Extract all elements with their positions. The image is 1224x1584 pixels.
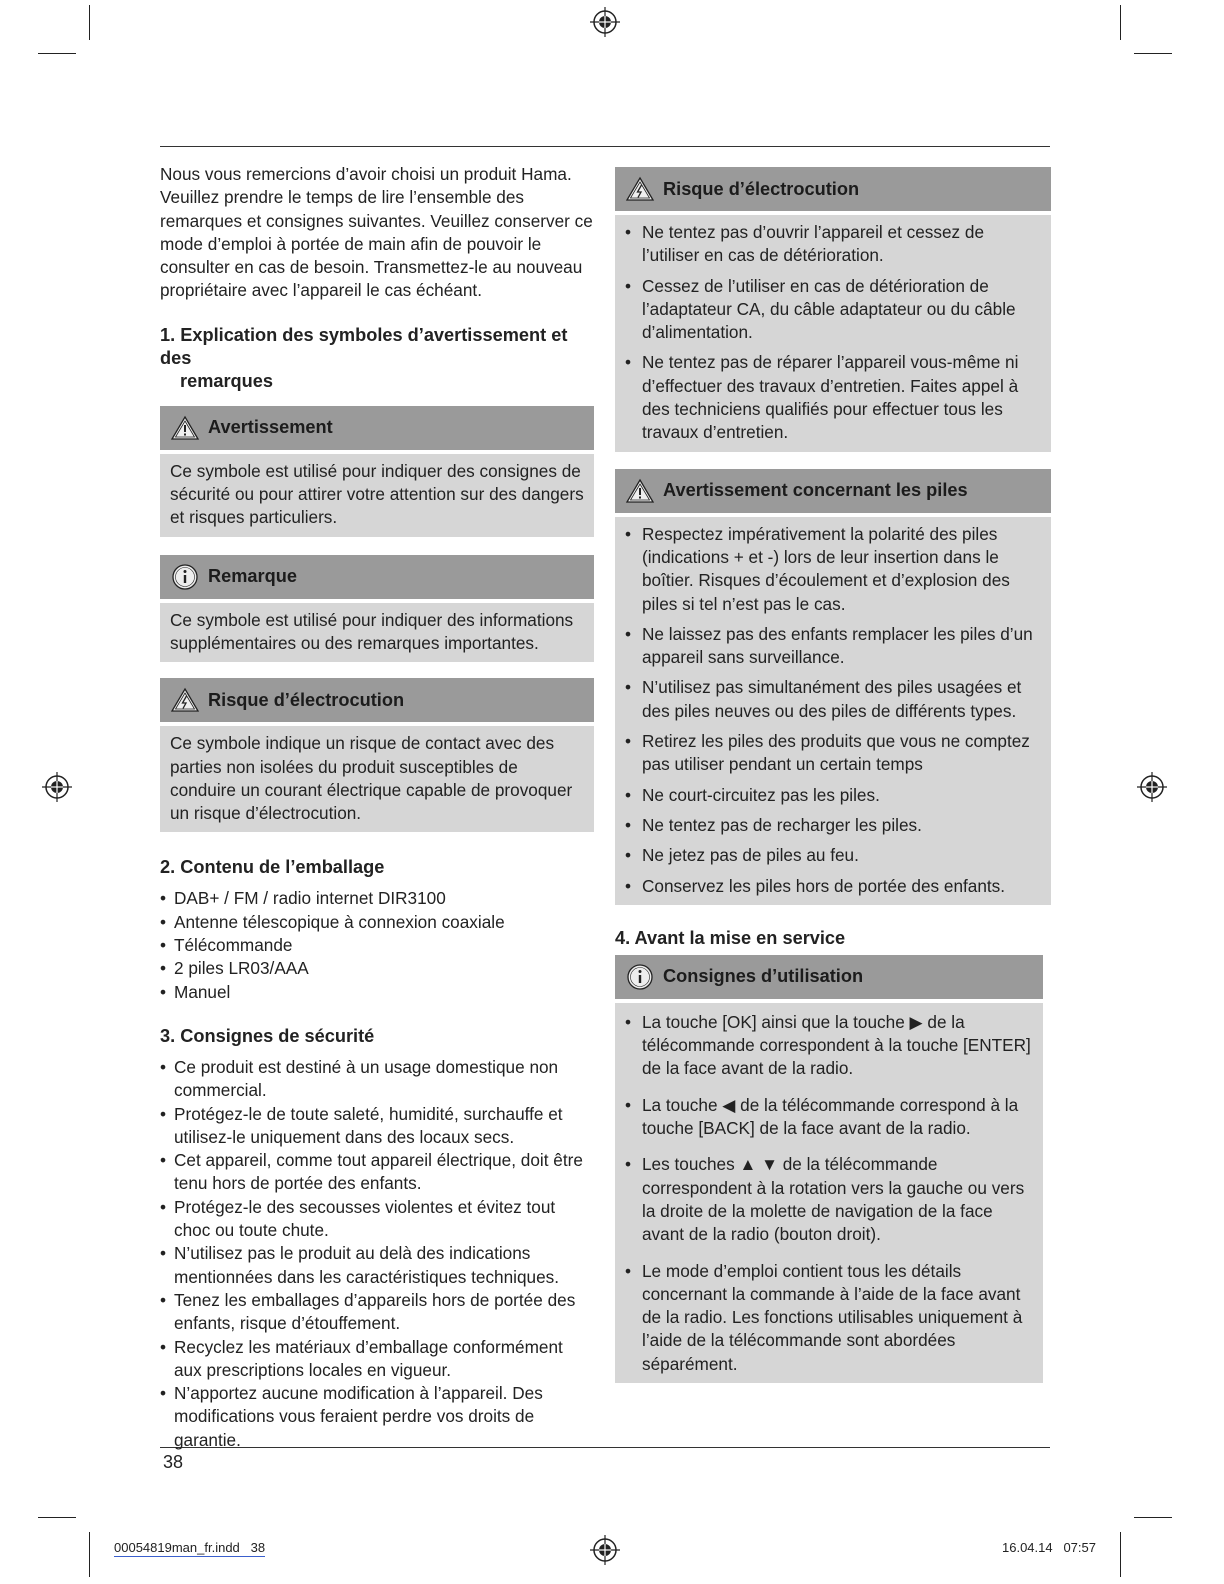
shock-risk-box-title: Risque d’électrocution (663, 178, 860, 199)
usage-box-body (615, 1003, 1043, 1383)
usage-box-title: Consignes d’utilisation (663, 966, 864, 987)
list-item: • Télécommande (160, 934, 594, 957)
registration-mark-icon (590, 7, 620, 37)
list-item: • Protégez-le de toute saleté, humidité, surchauffe et utilisez-le uniquement dans des locaux secs. (160, 1103, 594, 1150)
section3-heading: 3. Consignes de sécurité (160, 1025, 375, 1046)
section2-heading: 2. Contenu de l’emballage (160, 857, 385, 878)
list-item: • Ne tentez pas de réparer l’appareil vous-même ni d’effectuer des travaux d’entretien. Faites appel à des techniciens qualifiés pour effectuer tous les travaux d’entretien. (625, 351, 1041, 444)
usage-item1-start: La touche [OK] ainsi que la touche (642, 1011, 905, 1032)
usage-box (615, 955, 1043, 1383)
slug-date-time: 16.04.14 07:57 (1002, 1540, 1096, 1555)
shock-risk-box-body (615, 215, 1051, 452)
usage-item3-end: de la télécommande correspondent à la rotation vers la gauche ou vers la droite de la molette de navigation de la face avant de la radio (bouton droit). (642, 1154, 1025, 1245)
warning-box-header (160, 406, 594, 450)
shock-symbol-box-body: Ce symbole indique un risque de contact avec des parties non isolées du produit susceptibles de conduire un courant électrique capable de provoquer un risque d’électrocution. (160, 726, 594, 832)
intro-paragraph: Nous vous remercions d’avoir choisi un produit Hama. Veuillez prendre le temps de lire l’ensemble des remarques et consignes suivantes. Veuillez conserver ce mode d’emploi à portée de main afin de pouvoir le consulter en cas de besoin. Transmettez-le au nouveau propriétaire avec l’appareil le cas échéant. (160, 164, 593, 301)
list-item: • Ne court-circuitez pas les piles. (625, 784, 1041, 807)
crop-mark (38, 1517, 76, 1518)
warning-triangle-icon (170, 415, 200, 441)
list-item: • N’utilisez pas le produit au delà des indications mentionnées dans les caractéristiques techniques. (160, 1242, 594, 1289)
battery-warning-box-header (615, 469, 1051, 513)
slug-file-name: 00054819man_fr.indd 38 (114, 1540, 266, 1555)
section1-title-line2: remarques (180, 370, 274, 391)
list-item: • Le mode d’emploi contient tous les détails concernant la commande à l’aide de la face avant de la radio. Les fonctions utilisables uniquement à l’aide de la télécommande sont abordées séparément. (625, 1260, 1033, 1376)
list-item: • 2 piles LR03/AAA (160, 957, 594, 980)
shock-symbol-box-title: Risque d’électrocution (208, 689, 405, 710)
note-box-title: Remarque (208, 566, 297, 587)
list-item: • DAB+ / FM / radio internet DIR3100 (160, 887, 594, 910)
list-item: • Recyclez les matériaux d’emballage conformément aux prescriptions locales en vigueur. (160, 1336, 594, 1383)
arrow-down-icon: ▼ (761, 1155, 778, 1175)
shock-symbol-box-header (160, 678, 594, 722)
list-item: • Antenne télescopique à connexion coaxiale (160, 911, 594, 934)
usage-item1-end: de la télécommande correspondent à la touche [ENTER] de la face avant de la radio. (642, 1011, 1031, 1079)
safety-list (160, 1056, 594, 1452)
list-item: • Ne laissez pas des enfants remplacer les piles d’un appareil sans surveillance. (625, 623, 1041, 670)
list-item: • Retirez les piles des produits que vous ne comptez pas utiliser pendant un certain temps (625, 730, 1041, 777)
list-item: • Respectez impérativement la polarité des piles (indications + et -) lors de leur insertion dans le boîtier. Risques d’écoulement et d’explosion des piles si tel n’est pas le cas. (625, 523, 1041, 616)
play-left-icon: ◀ (722, 1095, 736, 1115)
note-box-header (160, 555, 594, 599)
electric-shock-icon (625, 176, 655, 202)
registration-mark-icon (42, 772, 72, 802)
usage-item2-end: de la télécommande correspond à la touche [BACK] de la face avant de la radio. (642, 1094, 1019, 1139)
right-column (615, 163, 1051, 1383)
electric-shock-icon (170, 687, 200, 713)
crop-mark (1120, 1532, 1121, 1577)
crop-mark (89, 5, 90, 40)
registration-mark-icon (1137, 772, 1167, 802)
page-number: 38 (163, 1452, 184, 1472)
battery-warning-box-body (615, 517, 1051, 905)
list-item: • Conservez les piles hors de portée des enfants. (625, 875, 1041, 898)
arrow-up-icon: ▲ (739, 1155, 757, 1175)
list-item (625, 1153, 1033, 1246)
top-rule (160, 146, 1050, 147)
shock-risk-box (615, 167, 1051, 452)
crop-mark (1134, 1517, 1172, 1518)
play-right-icon: ▶ (909, 1012, 923, 1032)
warning-box-body: Ce symbole est utilisé pour indiquer des consignes de sécurité ou pour attirer votre attention sur des dangers et risques particuliers. (160, 454, 594, 537)
list-item: • Protégez-le des secousses violentes et évitez tout choc ou toute chute. (160, 1196, 594, 1243)
shock-symbol-box (160, 678, 594, 832)
crop-mark (89, 1532, 90, 1577)
crop-mark (1120, 5, 1121, 40)
list-item: • Ne tentez pas de recharger les piles. (625, 814, 1041, 837)
crop-mark (1134, 53, 1172, 54)
section4-heading: 4. Avant la mise en service (615, 927, 846, 948)
list-item: • Ne tentez pas d’ouvrir l’appareil et cessez de l’utiliser en cas de détérioration. (625, 221, 1041, 268)
package-contents-list (160, 887, 594, 1003)
list-item: • Cet appareil, comme tout appareil électrique, doit être tenu hors de portée des enfants. (160, 1149, 594, 1196)
info-icon (625, 963, 655, 991)
list-item: • Tenez les emballages d’appareils hors de portée des enfants, risque d’étouffement. (160, 1289, 594, 1336)
crop-mark (38, 53, 76, 54)
list-item (625, 1094, 1033, 1141)
list-item: • N’apportez aucune modification à l’appareil. Des modifications vous feraient perdre vos droits de garantie. (160, 1382, 594, 1452)
list-item (625, 1011, 1033, 1081)
usage-box-header (615, 955, 1043, 999)
list-item: • Ne jetez pas de piles au feu. (625, 844, 1041, 867)
section1-number: 1. (160, 324, 176, 345)
battery-warning-box-title: Avertissement concernant les piles (663, 480, 968, 501)
list-item: • Cessez de l’utiliser en cas de détérioration de l’adaptateur CA, du câble adaptateur ou du câble d’alimentation. (625, 275, 1041, 345)
list-item: • Ce produit est destiné à un usage domestique non commercial. (160, 1056, 594, 1103)
list-item: • N’utilisez pas simultanément des piles usagées et des piles neuves ou des piles de différents types. (625, 676, 1041, 723)
usage-item3-start: Les touches (642, 1154, 735, 1175)
note-box-body: Ce symbole est utilisé pour indiquer des informations supplémentaires ou des remarques importantes. (160, 603, 594, 663)
section1-heading (160, 324, 594, 393)
info-icon (170, 563, 200, 591)
note-box (160, 555, 594, 663)
section1-title-line1: Explication des symboles d’avertissement et des (160, 324, 568, 368)
shock-risk-box-header (615, 167, 1051, 211)
usage-item2-start: La touche (642, 1094, 718, 1115)
warning-triangle-icon (625, 478, 655, 504)
warning-box (160, 406, 594, 537)
battery-warning-box (615, 469, 1051, 905)
left-column (160, 163, 594, 1452)
warning-box-title: Avertissement (208, 417, 333, 438)
list-item: • Manuel (160, 981, 594, 1004)
registration-mark-icon (590, 1535, 620, 1565)
